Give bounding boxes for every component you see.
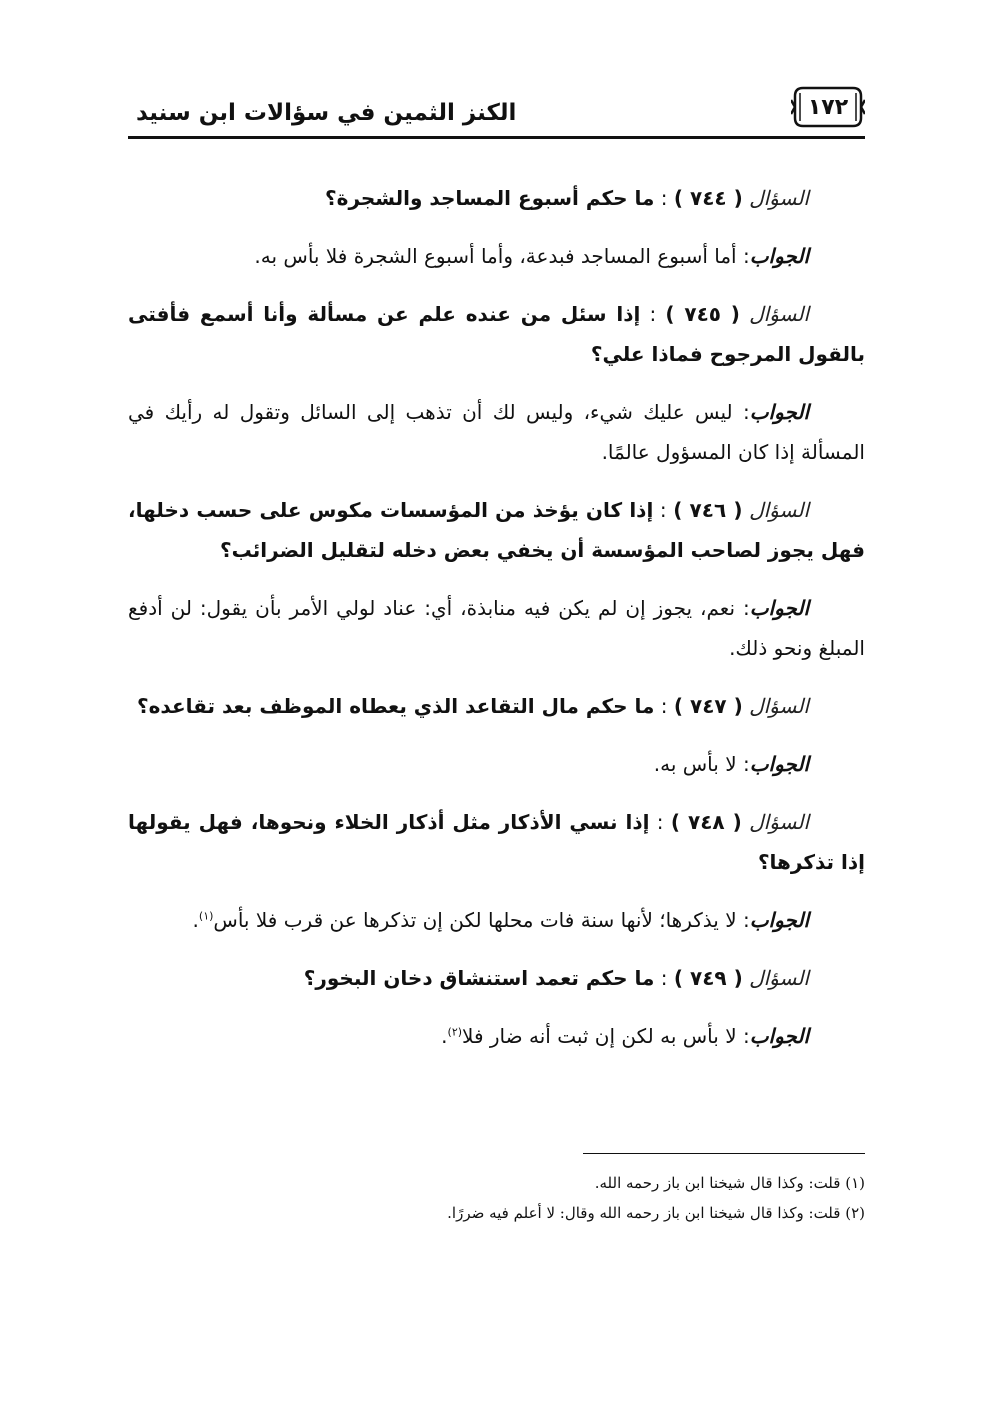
footnotes (447, 1168, 865, 1228)
answer-paragraph: الجواب: أما أسبوع المساجد فبدعة، وأما أسبوع الشجرة فلا بأس به. (254, 244, 809, 268)
question-number: ( ٧٤٥ ) (665, 302, 740, 326)
question-label: السؤال (749, 302, 810, 326)
question-label: السؤال (749, 966, 809, 990)
question-paragraph: السؤال ( ٧٤٨ ) : إذا نسي الأذكار مثل أذكار الخلاء ونحوها، فهل يقولها إذا تذكرها؟ (128, 810, 865, 874)
answer-label: الجواب (749, 244, 809, 268)
footnote-marker[interactable]: (١) (198, 909, 214, 923)
page-header (128, 78, 865, 144)
content (128, 178, 865, 1074)
document-page (128, 78, 865, 1338)
question-label: السؤال (749, 186, 809, 210)
answer-text: لا بأس به. (653, 752, 737, 776)
question-text: ما حكم تعمد استنشاق دخان البخور؟ (303, 966, 655, 990)
question-paragraph: السؤال ( ٧٤٧ ) : ما حكم مال التقاعد الذي يعطاه الموظف بعد تقاعده؟ (137, 694, 809, 718)
footnote-marker[interactable]: (٢) (447, 1025, 463, 1039)
question-text: إذا كان يؤخذ من المؤسسات مكوس على حسب دخلها، فهل يجوز لصاحب المؤسسة أن يخفي بعض دخله لتقليل الضرائب؟ (128, 498, 865, 562)
answer-end: . (441, 1024, 448, 1048)
question-label: السؤال (749, 498, 810, 522)
answer-label: الجواب (749, 752, 809, 776)
answer-paragraph: الجواب: لا يذكرها؛ لأنها سنة فات محلها لكن إن تذكرها عن قرب فلا بأس$^{(١)}$. (192, 908, 809, 932)
answer-paragraph: الجواب: لا بأس به. (653, 752, 809, 776)
question-text: ما حكم مال التقاعد الذي يعطاه الموظف بعد تقاعده؟ (137, 694, 655, 718)
question-label: السؤال (749, 810, 810, 834)
question-number: ( ٧٤٧ ) (673, 694, 743, 718)
answer-label: الجواب (749, 596, 809, 620)
answer-end: . (192, 908, 199, 932)
question-number: ( ٧٤٤ ) (673, 186, 743, 210)
question-text: ما حكم أسبوع المساجد والشجرة؟ (325, 186, 655, 210)
footnote-item: (٢) قلت: وكذا قال شيخنا ابن باز رحمه الله وقال: لا أعلم فيه ضررًا. (447, 1204, 865, 1222)
book-title: الكنز الثمين في سؤالات ابن سنيد (136, 100, 517, 126)
answer-paragraph: الجواب: ليس عليك شيء، وليس لك أن تذهب إلى السائل وتقول له رأيك في المسألة إذا كان المسؤول عالمًا. (128, 400, 865, 464)
question-paragraph: السؤال ( ٧٤٤ ) : ما حكم أسبوع المساجد والشجرة؟ (325, 186, 809, 210)
answer-text: لا يذكرها؛ لأنها سنة فات محلها لكن إن تذكرها عن قرب فلا بأس (213, 908, 737, 932)
question-text: إذا سئل من عنده علم عن مسألة وأنا أسمع فأفتى بالقول المرجوح فماذا علي؟ (128, 302, 865, 366)
answer-label: الجواب (749, 908, 809, 932)
question-text: إذا نسي الأذكار مثل أذكار الخلاء ونحوها، فهل يقولها إذا تذكرها؟ (128, 810, 865, 874)
question-number: ( ٧٤٩ ) (673, 966, 743, 990)
answer-label: الجواب (749, 400, 809, 424)
answer-label: الجواب (749, 1024, 809, 1048)
answer-text: ليس عليك شيء، وليس لك أن تذهب إلى السائل وتقول له رأيك في المسألة إذا كان المسؤول عالمًا. (128, 400, 865, 464)
answer-text: نعم، يجوز إن لم يكن فيه منابذة، أي: عناد لولي الأمر بأن يقول: لن أدفع المبلغ ونحو ذلك. (128, 596, 865, 660)
question-label: السؤال (749, 694, 809, 718)
page-number-frame (791, 84, 865, 130)
question-number: ( ٧٤٦ ) (673, 498, 743, 522)
header-rule (128, 136, 865, 139)
question-number: ( ٧٤٨ ) (670, 810, 742, 834)
footnote-separator (583, 1153, 865, 1154)
answer-text: أما أسبوع المساجد فبدعة، وأما أسبوع الشجرة فلا بأس به. (254, 244, 737, 268)
answer-text: لا بأس به لكن إن ثبت أنه ضار فلا (462, 1024, 737, 1048)
question-paragraph: السؤال ( ٧٤٦ ) : إذا كان يؤخذ من المؤسسات مكوس على حسب دخلها، فهل يجوز لصاحب المؤسسة أن يخفي بعض دخله لتقليل الضرائب؟ (128, 498, 865, 562)
question-paragraph: السؤال ( ٧٤٥ ) : إذا سئل من عنده علم عن مسألة وأنا أسمع فأفتى بالقول المرجوح فماذا علي؟ (128, 302, 865, 366)
page-number: ١٧٢ (807, 94, 849, 120)
answer-paragraph: الجواب: نعم، يجوز إن لم يكن فيه منابذة، أي: عناد لولي الأمر بأن يقول: لن أدفع المبلغ ونحو ذلك. (128, 596, 865, 660)
footnote-item: (١) قلت: وكذا قال شيخنا ابن باز رحمه الله. (594, 1174, 865, 1192)
question-paragraph: السؤال ( ٧٤٩ ) : ما حكم تعمد استنشاق دخان البخور؟ (303, 966, 809, 990)
answer-paragraph: الجواب: لا بأس به لكن إن ثبت أنه ضار فلا$^{(٢)}$. (441, 1024, 809, 1048)
